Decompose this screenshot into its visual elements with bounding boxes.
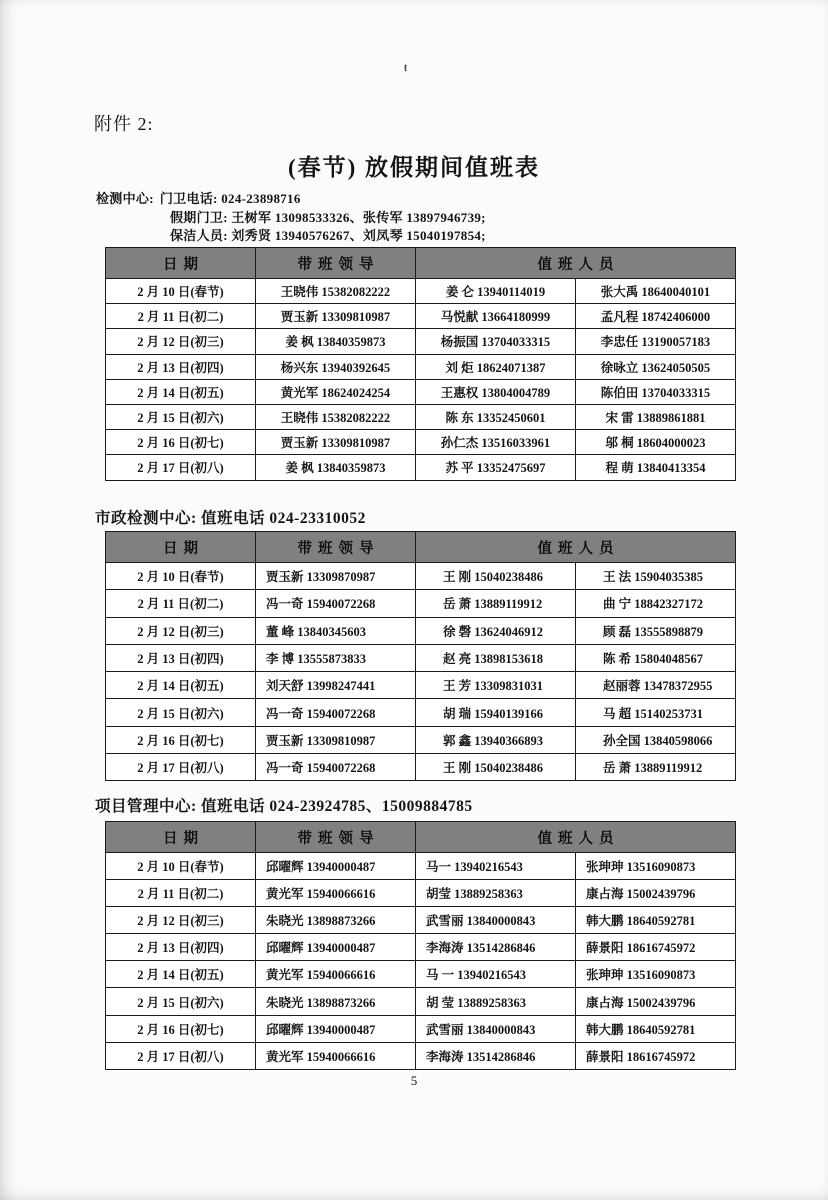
table-row bbox=[106, 563, 736, 590]
table-row bbox=[106, 329, 736, 354]
table-header-row bbox=[106, 532, 736, 563]
date-cell: 2 月 10 日(春节) bbox=[106, 563, 256, 590]
col-header-staff: 值班人员 bbox=[416, 248, 736, 279]
table-row bbox=[106, 988, 736, 1015]
table-row bbox=[106, 644, 736, 671]
staff-cell: 李海涛 13514286846 bbox=[416, 934, 576, 961]
staff-cell: 徐咏立 13624050505 bbox=[576, 354, 736, 379]
staff-cell: 徐 磬 13624046912 bbox=[416, 617, 576, 644]
leader-cell: 杨兴东 13940392645 bbox=[256, 354, 416, 379]
info-line-cleaning-staff: 保洁人员: 刘秀贤 13940576267、刘凤琴 15040197854; bbox=[170, 228, 486, 243]
staff-cell: 孟凡程 18742406000 bbox=[576, 304, 736, 329]
date-cell: 2 月 15 日(初六) bbox=[106, 404, 256, 429]
leader-cell: 贾玉新 13309810987 bbox=[256, 726, 416, 753]
leader-cell: 董 峰 13840345603 bbox=[256, 617, 416, 644]
table-row bbox=[106, 590, 736, 617]
staff-cell: 岳 萧 13889119912 bbox=[416, 590, 576, 617]
col-header-date: 日期 bbox=[106, 822, 256, 853]
table-header-row bbox=[106, 248, 736, 279]
staff-cell: 孙全国 13840598066 bbox=[576, 726, 736, 753]
table-header-row bbox=[106, 822, 736, 853]
table-row bbox=[106, 880, 736, 907]
staff-cell: 刘 炬 18624071387 bbox=[416, 354, 576, 379]
staff-cell: 王 刚 15040238486 bbox=[416, 563, 576, 590]
date-cell: 2 月 10 日(春节) bbox=[106, 853, 256, 880]
col-header-leader: 带班领导 bbox=[256, 822, 416, 853]
leader-cell: 冯一奇 15940072268 bbox=[256, 590, 416, 617]
date-cell: 2 月 14 日(初五) bbox=[106, 672, 256, 699]
leader-cell: 冯一奇 15940072268 bbox=[256, 699, 416, 726]
staff-cell: 陈伯田 13704033315 bbox=[576, 379, 736, 404]
staff-cell: 张大禹 18640040101 bbox=[576, 279, 736, 304]
attachment-label: 附件 2: bbox=[94, 114, 154, 134]
date-cell: 2 月 17 日(初八) bbox=[106, 754, 256, 781]
leader-cell: 黄光军 15940066616 bbox=[256, 961, 416, 988]
date-cell: 2 月 13 日(初四) bbox=[106, 934, 256, 961]
leader-cell: 姜 枫 13840359873 bbox=[256, 455, 416, 480]
leader-cell: 贾玉新 13309810987 bbox=[256, 430, 416, 455]
staff-cell: 岳 萧 13889119912 bbox=[576, 754, 736, 781]
date-cell: 2 月 10 日(春节) bbox=[106, 279, 256, 304]
staff-cell: 马悦献 13664180999 bbox=[416, 304, 576, 329]
leader-cell: 姜 枫 13840359873 bbox=[256, 329, 416, 354]
staff-cell: 赵丽蓉 13478372955 bbox=[576, 672, 736, 699]
leader-cell: 李 博 13555873833 bbox=[256, 644, 416, 671]
staff-cell: 韩大鹏 18640592781 bbox=[576, 1015, 736, 1042]
gate-phone-text: 门卫电话: 024-23898716 bbox=[159, 191, 301, 206]
table-row bbox=[106, 279, 736, 304]
staff-cell: 胡 瑞 15940139166 bbox=[416, 699, 576, 726]
table-row bbox=[106, 430, 736, 455]
section-heading-municipal-testing-center: 市政检测中心: 值班电话 024-23310052 bbox=[95, 510, 366, 527]
staff-cell: 马 一 13940216543 bbox=[416, 961, 576, 988]
col-header-staff: 值班人员 bbox=[416, 532, 736, 563]
staff-cell: 胡莹 13889258363 bbox=[416, 880, 576, 907]
staff-cell: 杨振国 13704033315 bbox=[416, 329, 576, 354]
date-cell: 2 月 14 日(初五) bbox=[106, 379, 256, 404]
leader-cell: 刘天舒 13998247441 bbox=[256, 672, 416, 699]
staff-cell: 武雪丽 13840000843 bbox=[416, 907, 576, 934]
info-line-holiday-guards: 假期门卫: 王树军 13098533326、张传军 13897946739; bbox=[170, 209, 486, 225]
staff-cell: 王 芳 13309831031 bbox=[416, 672, 576, 699]
page-number: 5 bbox=[410, 1073, 418, 1088]
leader-cell: 朱晓光 13898873266 bbox=[256, 907, 416, 934]
staff-cell: 王 刚 15040238486 bbox=[416, 754, 576, 781]
staff-cell: 陈 东 13352450601 bbox=[416, 404, 576, 429]
date-cell: 2 月 11 日(初二) bbox=[106, 880, 256, 907]
date-cell: 2 月 12 日(初三) bbox=[106, 329, 256, 354]
table-row bbox=[106, 455, 736, 480]
duty-table-testing-center bbox=[105, 247, 736, 481]
staff-cell: 马一 13940216543 bbox=[416, 853, 576, 880]
staff-cell: 宋 雷 13889861881 bbox=[576, 404, 736, 429]
table-row bbox=[106, 934, 736, 961]
leader-cell: 邱曜辉 13940000487 bbox=[256, 853, 416, 880]
table-row bbox=[106, 961, 736, 988]
table-row bbox=[106, 699, 736, 726]
col-header-leader: 带班领导 bbox=[256, 248, 416, 279]
leader-cell: 邱曜辉 13940000487 bbox=[256, 934, 416, 961]
leader-cell: 冯一奇 15940072268 bbox=[256, 754, 416, 781]
date-cell: 2 月 13 日(初四) bbox=[106, 644, 256, 671]
leader-cell: 黄光军 15940066616 bbox=[256, 1042, 416, 1069]
staff-cell: 李海涛 13514286846 bbox=[416, 1042, 576, 1069]
date-cell: 2 月 14 日(初五) bbox=[106, 961, 256, 988]
staff-cell: 姜 仑 13940114019 bbox=[416, 279, 576, 304]
date-cell: 2 月 17 日(初八) bbox=[106, 1042, 256, 1069]
col-header-date: 日期 bbox=[106, 248, 256, 279]
leader-cell: 贾玉新 13309810987 bbox=[256, 304, 416, 329]
staff-cell: 邬 桐 18604000023 bbox=[576, 430, 736, 455]
date-cell: 2 月 17 日(初八) bbox=[106, 455, 256, 480]
duty-table-project-management-center bbox=[105, 821, 736, 1070]
staff-cell: 苏 平 13352475697 bbox=[416, 455, 576, 480]
table-row bbox=[106, 1042, 736, 1069]
table-row bbox=[106, 907, 736, 934]
date-cell: 2 月 15 日(初六) bbox=[106, 988, 256, 1015]
staff-cell: 康占海 15002439796 bbox=[576, 880, 736, 907]
staff-cell: 王惠权 13804004789 bbox=[416, 379, 576, 404]
staff-cell: 韩大鹏 18640592781 bbox=[576, 907, 736, 934]
staff-cell: 孙仁杰 13516033961 bbox=[416, 430, 576, 455]
col-header-date: 日期 bbox=[106, 532, 256, 563]
table-row bbox=[106, 1015, 736, 1042]
center-contact-info bbox=[96, 190, 486, 246]
date-cell: 2 月 16 日(初七) bbox=[106, 430, 256, 455]
staff-cell: 张珅珅 13516090873 bbox=[576, 853, 736, 880]
table-row bbox=[106, 617, 736, 644]
leader-cell: 王晓伟 15382082222 bbox=[256, 279, 416, 304]
staff-cell: 李忠任 13190057183 bbox=[576, 329, 736, 354]
table-row bbox=[106, 726, 736, 753]
staff-cell: 赵 亮 13898153618 bbox=[416, 644, 576, 671]
date-cell: 2 月 16 日(初七) bbox=[106, 1015, 256, 1042]
col-header-staff: 值班人员 bbox=[416, 822, 736, 853]
staff-cell: 马 超 15140253731 bbox=[576, 699, 736, 726]
staff-cell: 陈 希 15804048567 bbox=[576, 644, 736, 671]
table-row bbox=[106, 304, 736, 329]
date-cell: 2 月 15 日(初六) bbox=[106, 699, 256, 726]
leader-cell: 王晓伟 15382082222 bbox=[256, 404, 416, 429]
staff-cell: 薛景阳 18616745972 bbox=[576, 934, 736, 961]
leader-cell: 朱晓光 13898873266 bbox=[256, 988, 416, 1015]
page-title: (春节) 放假期间值班表 bbox=[287, 155, 541, 180]
leader-cell: 黄光军 18624024254 bbox=[256, 379, 416, 404]
staff-cell: 郭 鑫 13940366893 bbox=[416, 726, 576, 753]
staff-cell: 张珅珅 13516090873 bbox=[576, 961, 736, 988]
staff-cell: 王 法 15904035385 bbox=[576, 563, 736, 590]
staff-cell: 曲 宁 18842327172 bbox=[576, 590, 736, 617]
date-cell: 2 月 11 日(初二) bbox=[106, 304, 256, 329]
date-cell: 2 月 16 日(初七) bbox=[106, 726, 256, 753]
date-cell: 2 月 12 日(初三) bbox=[106, 617, 256, 644]
table-row bbox=[106, 354, 736, 379]
date-cell: 2 月 13 日(初四) bbox=[106, 354, 256, 379]
col-header-leader: 带班领导 bbox=[256, 532, 416, 563]
table-row bbox=[106, 672, 736, 699]
section-heading-project-management-center: 项目管理中心: 值班电话 024-23924785、15009884785 bbox=[95, 798, 473, 815]
staff-cell: 康占海 15002439796 bbox=[576, 988, 736, 1015]
staff-cell: 程 萌 13840413354 bbox=[576, 455, 736, 480]
table-row bbox=[106, 853, 736, 880]
table-row bbox=[106, 754, 736, 781]
leader-cell: 贾玉新 13309870987 bbox=[256, 563, 416, 590]
staff-cell: 薛景阳 18616745972 bbox=[576, 1042, 736, 1069]
scan-artifact-mark: ŧ bbox=[403, 59, 408, 75]
table-row bbox=[106, 404, 736, 429]
leader-cell: 黄光军 15940066616 bbox=[256, 880, 416, 907]
leader-cell: 邱曜辉 13940000487 bbox=[256, 1015, 416, 1042]
staff-cell: 胡 莹 13889258363 bbox=[416, 988, 576, 1015]
info-line-gate-phone bbox=[96, 190, 486, 209]
center-label: 检测中心: bbox=[96, 191, 154, 206]
date-cell: 2 月 11 日(初二) bbox=[106, 590, 256, 617]
staff-cell: 武雪丽 13840000843 bbox=[416, 1015, 576, 1042]
duty-table-municipal-testing-center bbox=[105, 531, 736, 781]
table-row bbox=[106, 379, 736, 404]
date-cell: 2 月 12 日(初三) bbox=[106, 907, 256, 934]
staff-cell: 顾 磊 13555898879 bbox=[576, 617, 736, 644]
